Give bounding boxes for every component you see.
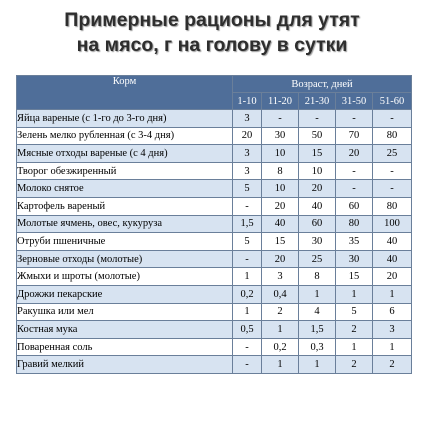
ration-value-cell: 40 bbox=[373, 233, 412, 251]
table-row bbox=[17, 233, 412, 251]
ration-value-cell: 25 bbox=[373, 145, 412, 163]
ration-value-cell: 1 bbox=[336, 285, 373, 303]
ration-value-cell: 0,3 bbox=[299, 338, 336, 356]
ration-value-cell: 80 bbox=[373, 197, 412, 215]
table-row bbox=[17, 268, 412, 286]
ration-value-cell: 5 bbox=[233, 180, 262, 198]
ration-value-cell: 0,4 bbox=[262, 285, 299, 303]
ration-value-cell: 5 bbox=[233, 233, 262, 251]
ration-value-cell: 1 bbox=[262, 356, 299, 374]
feed-name-cell: Поваренная соль bbox=[17, 338, 233, 356]
feed-name-cell: Яйца вареные (с 1-го до 3-го дня) bbox=[17, 110, 233, 128]
ration-value-cell: - bbox=[336, 110, 373, 128]
ration-value-cell: 15 bbox=[336, 268, 373, 286]
ration-value-cell: 2 bbox=[336, 356, 373, 374]
ration-value-cell: 40 bbox=[299, 197, 336, 215]
title-line-2: на мясо, г на голову в сутки bbox=[76, 34, 348, 56]
ration-value-cell: 20 bbox=[262, 250, 299, 268]
ration-value-cell: 30 bbox=[262, 127, 299, 145]
ration-value-cell: 1,5 bbox=[299, 321, 336, 339]
feed-name-cell: Костная мука bbox=[17, 321, 233, 339]
ration-value-cell: 100 bbox=[373, 215, 412, 233]
table-row bbox=[17, 215, 412, 233]
ration-value-cell: 10 bbox=[262, 180, 299, 198]
ration-value-cell: - bbox=[233, 197, 262, 215]
ration-value-cell: 3 bbox=[373, 321, 412, 339]
table-row bbox=[17, 356, 412, 374]
table-row bbox=[17, 145, 412, 163]
feed-name-cell: Гравий мелкий bbox=[17, 356, 233, 374]
ration-value-cell: 25 bbox=[299, 250, 336, 268]
ration-value-cell: 1 bbox=[299, 285, 336, 303]
table-row bbox=[17, 338, 412, 356]
feed-name-cell: Творог обезжиренный bbox=[17, 162, 233, 180]
feed-name-cell: Отруби пшеничные bbox=[17, 233, 233, 251]
table-row bbox=[17, 321, 412, 339]
ration-value-cell: 60 bbox=[336, 197, 373, 215]
ration-value-cell: - bbox=[373, 180, 412, 198]
ration-value-cell: - bbox=[299, 110, 336, 128]
ration-value-cell: 4 bbox=[299, 303, 336, 321]
ration-value-cell: 3 bbox=[262, 268, 299, 286]
feed-name-cell: Жмыхи и шроты (молотые) bbox=[17, 268, 233, 286]
feed-name-cell: Картофель вареный bbox=[17, 197, 233, 215]
ration-value-cell: 0,2 bbox=[233, 285, 262, 303]
ration-value-cell: - bbox=[233, 356, 262, 374]
ration-value-cell: 1 bbox=[373, 285, 412, 303]
table-row bbox=[17, 285, 412, 303]
ration-value-cell: 1,5 bbox=[233, 215, 262, 233]
feed-name-cell: Ракушка или мел bbox=[17, 303, 233, 321]
ration-value-cell: 1 bbox=[233, 268, 262, 286]
age-range-header: 1-10 bbox=[233, 93, 262, 110]
feed-name-cell: Молоко снятое bbox=[17, 180, 233, 198]
ration-value-cell: 1 bbox=[299, 356, 336, 374]
ration-value-cell: - bbox=[336, 180, 373, 198]
page-title bbox=[0, 8, 424, 58]
age-range-header: 51-60 bbox=[373, 93, 412, 110]
ration-value-cell: - bbox=[373, 162, 412, 180]
title-line-1: Примерные рационы для утят bbox=[64, 9, 360, 31]
ration-value-cell: 15 bbox=[299, 145, 336, 163]
ration-table bbox=[16, 75, 412, 374]
ration-value-cell: 60 bbox=[299, 215, 336, 233]
ration-value-cell: 40 bbox=[373, 250, 412, 268]
table-row bbox=[17, 162, 412, 180]
age-range-header: 31-50 bbox=[336, 93, 373, 110]
ration-value-cell: 2 bbox=[336, 321, 373, 339]
ration-value-cell: 10 bbox=[262, 145, 299, 163]
ration-value-cell: 20 bbox=[233, 127, 262, 145]
ration-value-cell: 40 bbox=[262, 215, 299, 233]
ration-value-cell: 1 bbox=[233, 303, 262, 321]
feed-name-cell: Зерновые отходы (молотые) bbox=[17, 250, 233, 268]
table-row bbox=[17, 250, 412, 268]
ration-value-cell: 5 bbox=[336, 303, 373, 321]
ration-value-cell: 20 bbox=[262, 197, 299, 215]
ration-value-cell: 30 bbox=[299, 233, 336, 251]
ration-value-cell: 35 bbox=[336, 233, 373, 251]
ration-value-cell: 70 bbox=[336, 127, 373, 145]
feed-name-cell: Мясные отходы вареные (с 4 дня) bbox=[17, 145, 233, 163]
feed-name-cell: Дрожжи пекарские bbox=[17, 285, 233, 303]
ration-value-cell: 8 bbox=[262, 162, 299, 180]
ration-value-cell: 8 bbox=[299, 268, 336, 286]
table-row bbox=[17, 303, 412, 321]
age-column-header: Возраст, дней bbox=[233, 76, 412, 93]
ration-value-cell: 80 bbox=[373, 127, 412, 145]
table-body bbox=[17, 110, 412, 374]
ration-value-cell: 1 bbox=[336, 338, 373, 356]
ration-value-cell: 20 bbox=[373, 268, 412, 286]
ration-value-cell: 80 bbox=[336, 215, 373, 233]
ration-value-cell: 3 bbox=[233, 162, 262, 180]
ration-value-cell: - bbox=[233, 250, 262, 268]
ration-value-cell: - bbox=[233, 338, 262, 356]
ration-value-cell: 0,5 bbox=[233, 321, 262, 339]
ration-value-cell: - bbox=[373, 110, 412, 128]
ration-value-cell: 2 bbox=[262, 303, 299, 321]
table-row bbox=[17, 127, 412, 145]
ration-value-cell: 50 bbox=[299, 127, 336, 145]
feed-column-header: Корм bbox=[17, 76, 233, 110]
ration-value-cell: 0,2 bbox=[262, 338, 299, 356]
ration-value-cell: 30 bbox=[336, 250, 373, 268]
ration-value-cell: 1 bbox=[373, 338, 412, 356]
table-row bbox=[17, 180, 412, 198]
age-range-header: 11-20 bbox=[262, 93, 299, 110]
ration-value-cell: - bbox=[336, 162, 373, 180]
ration-value-cell: 20 bbox=[336, 145, 373, 163]
ration-value-cell: 15 bbox=[262, 233, 299, 251]
ration-value-cell: 6 bbox=[373, 303, 412, 321]
ration-value-cell: 10 bbox=[299, 162, 336, 180]
ration-value-cell: 2 bbox=[373, 356, 412, 374]
age-range-header: 21-30 bbox=[299, 93, 336, 110]
ration-value-cell: 3 bbox=[233, 110, 262, 128]
ration-value-cell: - bbox=[262, 110, 299, 128]
feed-name-cell: Молотые ячмень, овес, кукуруза bbox=[17, 215, 233, 233]
table-row bbox=[17, 197, 412, 215]
ration-value-cell: 1 bbox=[262, 321, 299, 339]
table-row bbox=[17, 110, 412, 128]
feed-name-cell: Зелень мелко рубленная (с 3-4 дня) bbox=[17, 127, 233, 145]
ration-value-cell: 3 bbox=[233, 145, 262, 163]
ration-value-cell: 20 bbox=[299, 180, 336, 198]
table-header-row bbox=[17, 76, 412, 93]
